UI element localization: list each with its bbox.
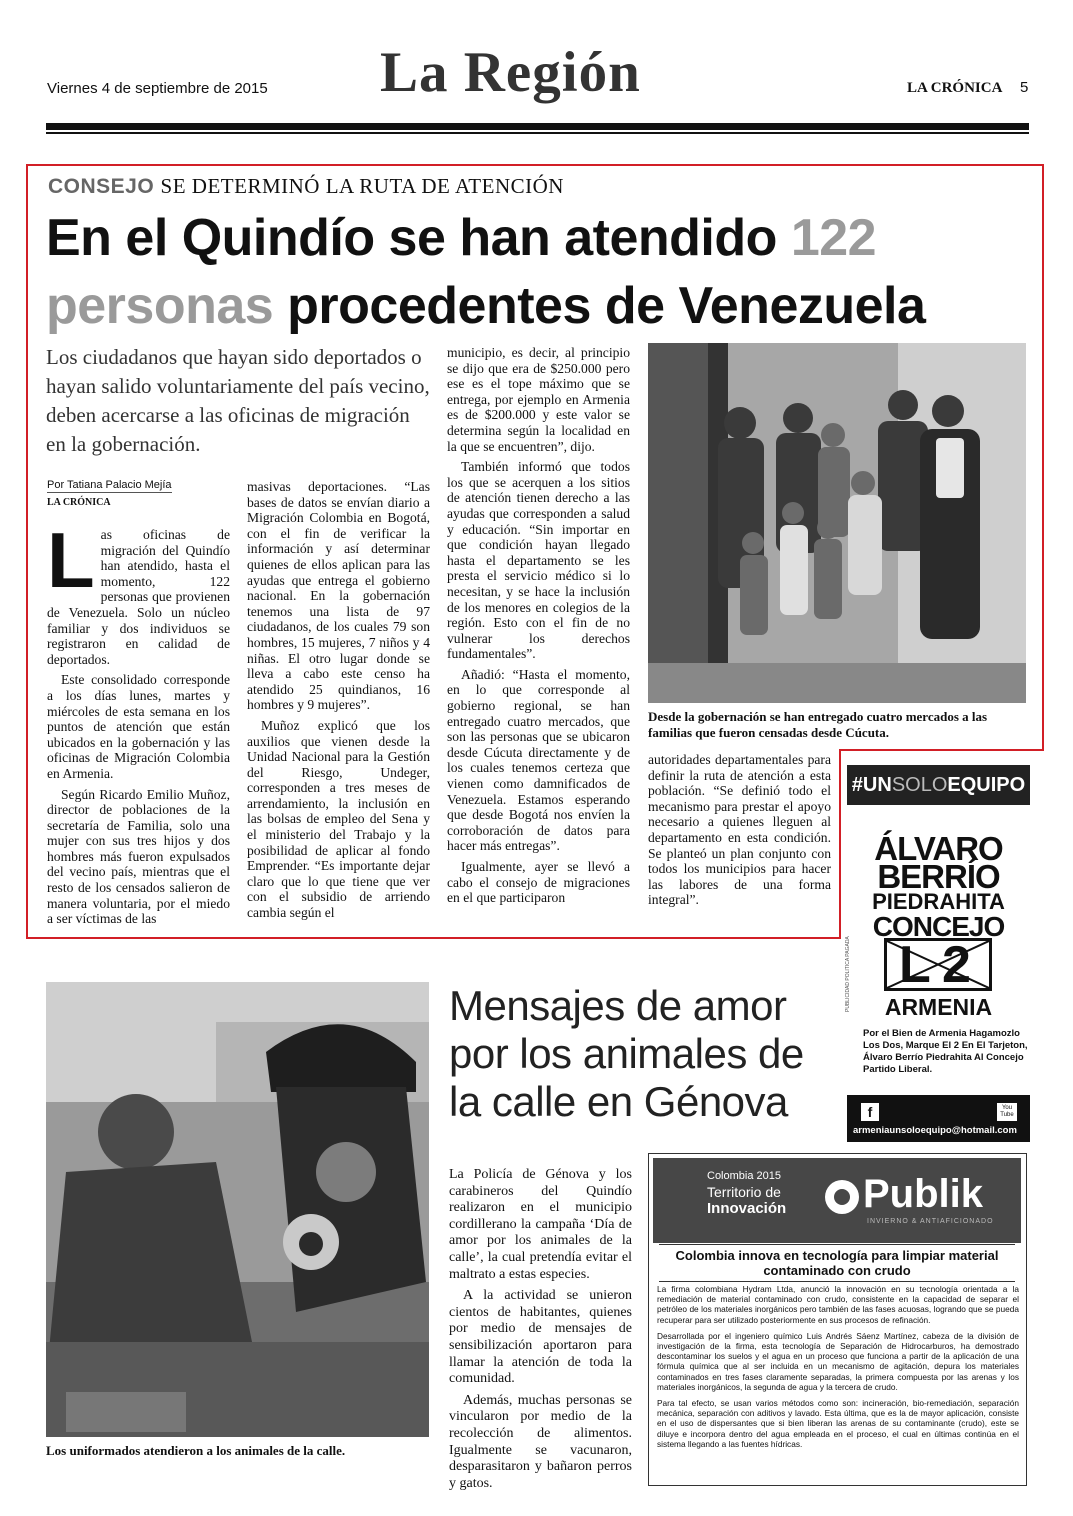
campaign-slogan: Por el Bien de Armenia Hagamozlo Los Dos, Marque El 2 En El Tarjeton, Álvaro Berrío Piedrahita Al Concejo Partido Liberal. bbox=[863, 1028, 1028, 1075]
youtube-icon[interactable]: You Tube bbox=[997, 1103, 1017, 1121]
publik-logo-icon bbox=[825, 1180, 859, 1214]
facebook-icon[interactable]: f bbox=[861, 1103, 879, 1121]
hashtag-part: #UN bbox=[851, 774, 892, 796]
paragraph: Muñoz explicó que los auxilios que vienen desde la Unidad Nacional para la Gestión del Riesgo, Undeger, corresponden a tres meses de arrendamiento, la inclusión en las bolsas de empleo del Sena y el ministerio del Trabajo y la posibilidad de aplicar al fondo Emprender. “Es importante dejar claro que lo que tiene que ver con el subsidio de arriendo cambia según el bbox=[247, 717, 430, 921]
issue-date: Viernes 4 de septiembre de 2015 bbox=[47, 80, 268, 97]
campaign-hashtag bbox=[847, 765, 1030, 805]
publik-title: Colombia innova en tecnología para limpiar material contaminado con crudo bbox=[659, 1244, 1015, 1282]
paragraph: autoridades departamentales para definir la ruta de atención a esta población. “Se definió todo el mecanismo para prestar el apoyo necesario a quienes lleguen al departamento en esta condición. Se planteó un plan conjunto con todos los municipios para hacer las labores de una forma integral”. bbox=[648, 752, 831, 908]
paragraph: La firma colombiana Hydram Ltda, anunció la innovación en su tecnología orientada a la remediación de material contaminado con crudo, consistente en la capacidad de separar el petróleo de los materiales inorgánicos pero también de las fases acuosas, logrando que se pueda recuperar para ser utilizado posteriormente en sus procesos de refinación. bbox=[657, 1284, 1019, 1325]
article-column-4 bbox=[648, 752, 831, 913]
paragraph: Desarrollada por el ingeniero químico Luis Andrés Sáenz Martínez, cabeza de la división de investigación de la firma, esta tecnología de Separación de Hidrocarburos, ha demostrado descontaminar los suelos y el agua en un proceso que funciona a partir de la aplicación de una fórmula química que al ser incluida en un mecanismo de agitación, depura los materiales contaminados en tres fases claramente separadas, la primera compuesta por las arenas y los materiales inorgánicos, la segunda de agua y la tercera de crudo. bbox=[657, 1330, 1019, 1392]
article-highlight-frame-step bbox=[839, 749, 1044, 751]
banner-line: Innovación bbox=[707, 1200, 787, 1217]
publik-brand: Publik bbox=[863, 1172, 984, 1216]
candidate-name bbox=[847, 830, 1030, 942]
second-article-body bbox=[449, 1167, 632, 1497]
headline-part2: procedentes de Venezuela bbox=[273, 277, 926, 335]
political-ad-note: PUBLICIDAD POLITICA PAGADA bbox=[845, 936, 851, 1012]
kicker bbox=[48, 174, 564, 199]
publik-ad bbox=[648, 1153, 1027, 1486]
paragraph: as oficinas de migración del Quindío han atendido, hasta el momento, 122 personas que provienen de Venezuela. Solo un núcleo familiar y dos individuos se registraron en calidad de deportados. bbox=[47, 527, 230, 667]
paragraph: Además, muchas personas se vincularon por medio de la recolección de alimentos. Igualmente se vacunaron, desparasitaron y bañaron perros y gatos. bbox=[449, 1392, 632, 1491]
publik-banner bbox=[653, 1158, 1021, 1243]
hashtag-part: EQUIPO bbox=[947, 774, 1026, 796]
section-title: La Región bbox=[380, 41, 641, 104]
masthead-rule bbox=[46, 123, 1029, 130]
kicker-tag: CONSEJO bbox=[48, 175, 155, 198]
article-column-3 bbox=[447, 345, 630, 911]
list-mark: L bbox=[899, 938, 931, 991]
banner-line: Territorio de bbox=[707, 1184, 781, 1200]
name-line: ÁLVARO bbox=[874, 830, 1003, 867]
paragraph: Para tal efecto, se usan varios métodos como son: incineración, bio-remediación, separación mecánica, separación con aditivos y lavado. Esta última, que es la de mayor aplicación, consiste en el uso de dispersantes que si bien liberan las arenas de su contaminante (crudo), este se diluye e incorpora dentro del agua empleada en el proceso, el cual en últimas continúa en el sistema llegando a las fuentes hídricas. bbox=[657, 1398, 1019, 1449]
headline-number: 122 bbox=[790, 209, 877, 267]
name-line: BERRÍO bbox=[877, 858, 1000, 895]
campaign-email[interactable]: armeniaunsoloequipo@hotmail.com bbox=[853, 1125, 1017, 1136]
headline-part1: En el Quindío se han atendido bbox=[46, 209, 791, 267]
publik-tagline: INVIERNO & ANTIAFICIONADO bbox=[867, 1218, 994, 1225]
deck: Los ciudadanos que hayan sido deportados o hayan salido voluntariamente del país vecino, deben acercarse a las oficinas de migración en la gobernación. bbox=[46, 345, 430, 456]
article-column-2 bbox=[247, 479, 430, 926]
animals-photo bbox=[46, 982, 429, 1437]
paper-name: LA CRÓNICA bbox=[907, 80, 1003, 96]
drop-cap: L bbox=[47, 516, 95, 604]
campaign-city: ARMENIA bbox=[884, 994, 993, 1020]
campaign-contact-bar bbox=[847, 1095, 1030, 1142]
paragraph: Según Ricardo Emilio Muñoz, director de poblaciones de la secretaría de Familia, solo una mujer con sus tres hijos y dos hombres más fueron expulsados del vecino país, mientras que el resto de los censados salieron de manera voluntaria, por el miedo a ser víctimas de las bbox=[47, 786, 230, 927]
kicker-text: SE DETERMINÓ LA RUTA DE ATENCIÓN bbox=[160, 174, 564, 198]
family-photo-caption: Desde la gobernación se han entregado cuatro mercados a las familias que fueron censadas desde Cúcuta. bbox=[648, 709, 988, 740]
byline: Por Tatiana Palacio Mejía bbox=[47, 479, 172, 491]
banner-line: Colombia 2015 bbox=[707, 1170, 781, 1182]
page-number: 5 bbox=[1020, 79, 1029, 96]
publik-body bbox=[657, 1284, 1019, 1449]
paragraph: También informó que todos los que se acerquen a los sitios de atención tienen derecho a las ayudas que corresponden a salud y educación. “Sin importar en que condición hayan llegado hasta el departamento se les presta el servicio médico si lo necesitan, y se hace la inclusión de los menores en colegios de la región. Esto con el fin de no vulnerar los derechos fundamentales”. bbox=[447, 459, 630, 662]
paragraph: Este consolidado corresponde a los días lunes, martes y miércoles de esta semana en los puntos de atención que están ubicados en la gobernación y las oficinas de Migración Colombia en Armenia. bbox=[47, 672, 230, 781]
ballot-mark bbox=[884, 938, 992, 991]
article-column-1 bbox=[47, 516, 230, 932]
family-photo bbox=[648, 343, 1026, 703]
paragraph: masivas deportaciones. “Las bases de datos se envían diario a Migración Colombia en Bogotá, con el fin de verificar la información y así determinar quienes de ellos aplican para las ayudas que entrega el gobierno nacional. En la gobernación tenemos una lista de 97 ciudadanos, de los cuales 79 son hombres, 15 mujeres, 7 niños y 4 niñas. El otro lugar donde se lleva a cabo este censo ha atendido 25 quindianos, 16 hombres y 9 mujeres”. bbox=[247, 479, 430, 713]
animals-photo-caption: Los uniformados atendieron a los animales de la calle. bbox=[46, 1443, 346, 1458]
byline-source: LA CRÓNICA bbox=[47, 497, 111, 508]
paragraph: Añadió: “Hasta el momento, en lo que corresponde al gobierno regional, se han entregado cuatro mercados, que son las personas que se ubicaron desde Cúcuta directamente y de los cuales tenemos certeza que vienen como damnificados de Venezuela. Estamos esperando que desde Bogotá nos envíen la corroboración de datos para hacer más entregas”. bbox=[447, 666, 630, 854]
second-headline: Mensajes de amor por los animales de la calle en Génova bbox=[449, 982, 804, 1125]
paragraph: La Policía de Génova y los carabineros del Quindío realizaron en el municipio cordillerano la campaña ‘Día de amor por los animales de la calle’, la cual pretendía evitar el maltrato a estas especies. bbox=[449, 1167, 632, 1282]
headline-highlight: personas bbox=[46, 277, 274, 335]
hashtag-part: SOLO bbox=[891, 774, 948, 796]
name-line: PIEDRAHITA bbox=[872, 889, 1005, 914]
masthead-rule-thin bbox=[46, 132, 1029, 134]
paragraph: municipio, es decir, al principio se dijo que era de $250.000 pero ese es el tope máximo que se entrega, por ejemplo en Armenia es de $200.000 y este valor se determina según la localidad en la que se encuentren”, dijo. bbox=[447, 345, 630, 454]
paragraph: A la actividad se unieron cientos de habitantes, quienes por medio de mensajes de sensibilización aportaron para llamar la atención de toda la comunidad. bbox=[449, 1288, 632, 1387]
paragraph: Igualmente, ayer se llevó a cabo el consejo de migraciones en el que participaron bbox=[447, 859, 630, 906]
headline bbox=[46, 204, 1036, 340]
campaign-ad bbox=[847, 757, 1030, 1142]
list-number: 2 bbox=[942, 938, 971, 991]
office-line: CONCEJO bbox=[872, 911, 1005, 942]
